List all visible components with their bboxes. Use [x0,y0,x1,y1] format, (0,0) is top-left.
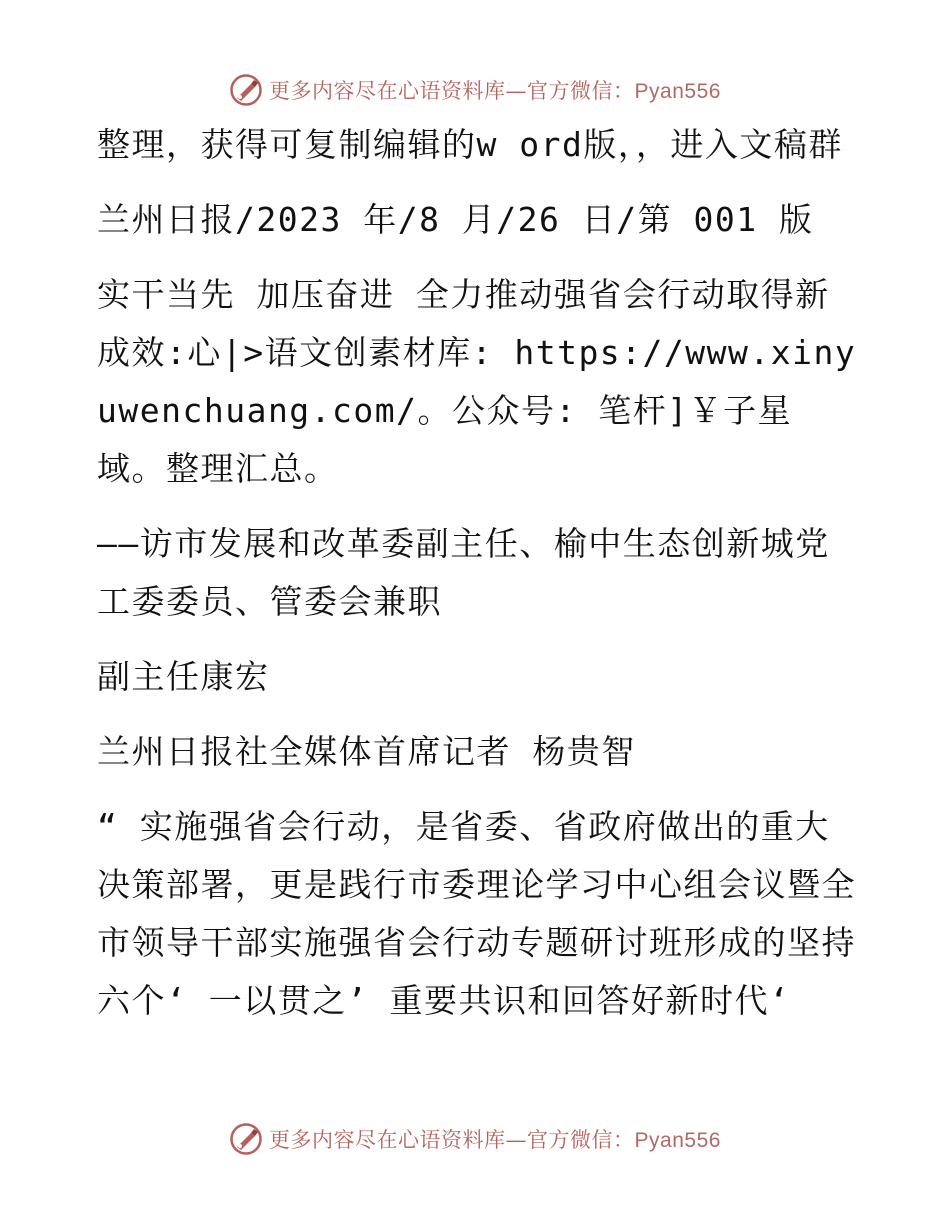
paragraph-intro: 整理，获得可复制编辑的w ord版，，进入文稿群 [97,125,843,164]
paragraph-headline: 实干当先 加压奋进 全力推动强省会行动取得新成效:心|>语文创素材库: https://www.xinyuwenchuang.com/。公众号: 笔杆]￥子星域。整理汇总。 [97,275,857,488]
paragraph-body: “ 实施强省会行动，是省委、省政府做出的重大决策部署，更是践行市委理论学习中心组会议暨全市领导干部实施强省会行动专题研讨班形成的坚持六个‘ 一以贯之’ 重要共识和回答好新时代‘ [97,807,856,1020]
banner-message: 更多内容尽在心语资料库—官方微信：Pyan556 [269,1128,721,1152]
paragraph-source-line: 兰州日报/2023 年/8 月/26 日/第 001 版 [97,200,814,239]
paragraph-subheadline: ——访市发展和改革委副主任、榆中生态创新城党工委委员、管委会兼职 [97,524,830,621]
header-banner [0,70,950,110]
banner-message: 更多内容尽在心语资料库—官方微信：Pyan556 [269,79,721,103]
wechat-account: Pyan556 [634,80,721,103]
paragraph-byline: 兰州日报社全媒体首席记者 杨贵智 [97,732,636,771]
pen-logo-icon [229,1122,263,1156]
footer-banner [0,1119,950,1159]
document-body [97,116,857,1047]
pen-logo-icon [229,73,263,107]
wechat-account: Pyan556 [634,1129,721,1152]
paragraph-interviewee: 副主任康宏 [97,657,270,696]
